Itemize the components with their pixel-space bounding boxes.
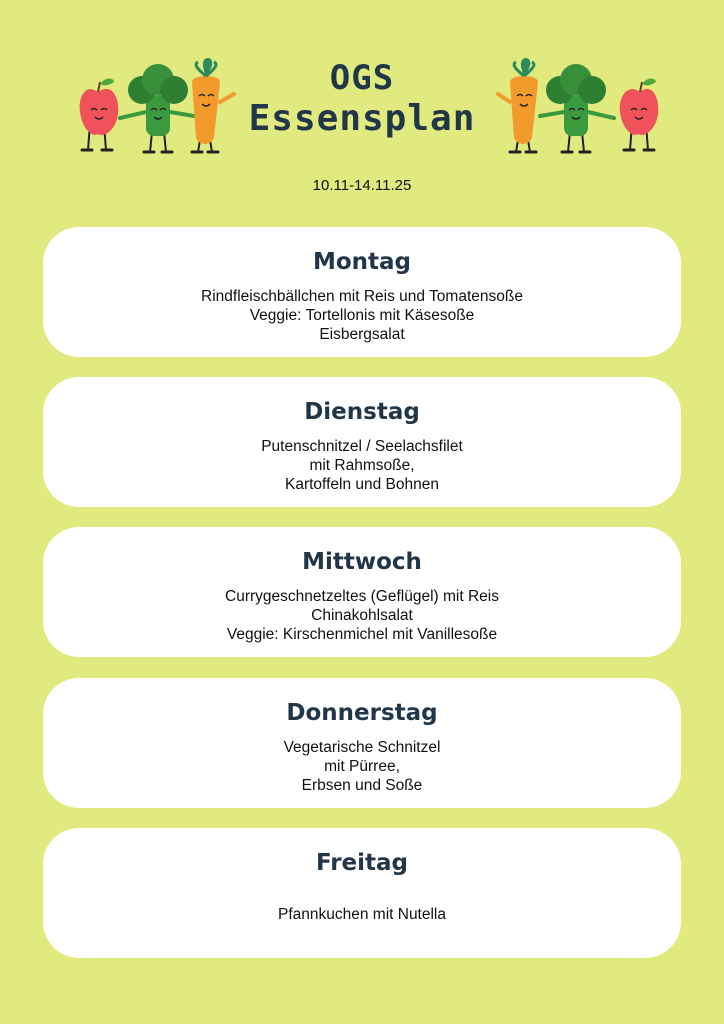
meal-line: Rindfleischbällchen mit Reis und Tomatensoße (201, 288, 523, 305)
carrot-icon (498, 58, 538, 152)
day-card-mittwoch (43, 527, 681, 657)
meal-description (43, 437, 681, 494)
meal-description (43, 896, 681, 924)
meal-line: mit Pürree, (324, 758, 400, 775)
day-name: Donnerstag (286, 700, 438, 726)
meal-line: Kartoffeln und Bohnen (285, 476, 439, 493)
meal-line: Veggie: Kirschenmichel mit Vanillesoße (226, 626, 498, 643)
meal-line: Pfannkuchen mit Nutella (277, 906, 446, 923)
vegetable-friends-right (492, 52, 662, 162)
day-name: Freitag (315, 850, 409, 876)
meal-description (43, 587, 681, 644)
day-card-montag (43, 227, 681, 357)
meal-line (43, 896, 681, 905)
broccoli-icon (540, 64, 614, 152)
meal-line: Eisbergsalat (319, 326, 405, 343)
meal-description (43, 287, 681, 344)
day-name: Mittwoch (302, 549, 422, 575)
day-name: Dienstag (304, 399, 420, 425)
date-range: 10.11-14.11.25 (312, 177, 412, 194)
meal-description (43, 738, 681, 795)
meal-line: Erbsen und Soße (301, 777, 423, 794)
meal-line: Putenschnitzel / Seelachsfilet (261, 438, 463, 455)
header (0, 0, 724, 220)
meal-line: Chinakohlsalat (311, 607, 413, 624)
page-title-line2: Essensplan (248, 98, 476, 139)
apple-icon (620, 79, 659, 151)
day-name: Montag (312, 249, 412, 275)
day-card-donnerstag (43, 678, 681, 808)
meal-line: Vegetarische Schnitzel (283, 739, 441, 756)
day-card-freitag (43, 828, 681, 958)
page-title-line1: OGS (329, 58, 395, 98)
meal-line: mit Rahmsoße, (309, 457, 415, 474)
meal-line: Currygeschnetzeltes (Geflügel) mit Reis (225, 588, 499, 605)
meal-line: Veggie: Tortellonis mit Käsesoße (249, 307, 475, 324)
day-card-dienstag (43, 377, 681, 507)
